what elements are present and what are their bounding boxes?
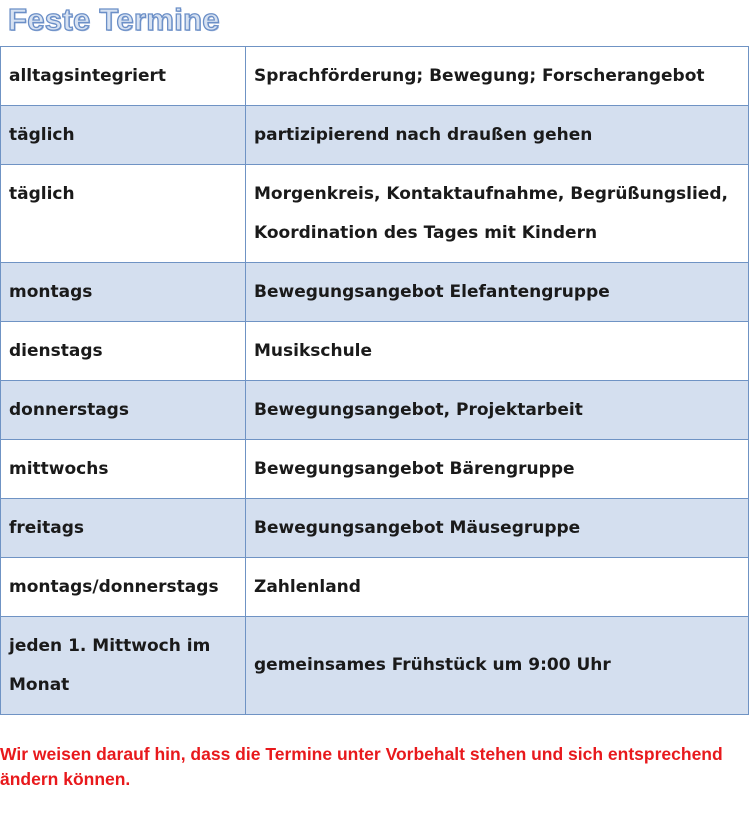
- schedule-table: [0, 46, 749, 715]
- schedule-when: montags: [1, 263, 246, 322]
- schedule-when: donnerstags: [1, 381, 246, 440]
- disclaimer-note: Wir weisen darauf hin, dass die Termine unter Vorbehalt stehen und sich entsprechend ändern können.: [0, 744, 723, 789]
- schedule-when: täglich: [1, 165, 246, 263]
- schedule-when: mittwochs: [1, 440, 246, 499]
- schedule-activity: gemeinsames Frühstück um 9:00 Uhr: [246, 617, 749, 715]
- schedule-activity: Bewegungsangebot Mäusegruppe: [246, 499, 749, 558]
- schedule-activity: Bewegungsangebot Bärengruppe: [246, 440, 749, 499]
- schedule-when: freitags: [1, 499, 246, 558]
- table-row: [1, 165, 749, 263]
- table-row: [1, 558, 749, 617]
- table-row: [1, 499, 749, 558]
- schedule-when: montags/donnerstags: [1, 558, 246, 617]
- table-row: [1, 263, 749, 322]
- schedule-activity: partizipierend nach draußen gehen: [246, 106, 749, 165]
- table-row: [1, 381, 749, 440]
- table-row: [1, 47, 749, 106]
- schedule-when: jeden 1. Mittwoch im Monat: [1, 617, 246, 715]
- table-row: [1, 106, 749, 165]
- schedule-when: täglich: [1, 106, 246, 165]
- table-row: [1, 322, 749, 381]
- schedule-when: dienstags: [1, 322, 246, 381]
- page-title: Feste Termine: [8, 2, 220, 37]
- schedule-activity: Morgenkreis, Kontaktaufnahme, Begrüßungslied, Koordination des Tages mit Kindern: [246, 165, 749, 263]
- schedule-when: alltagsintegriert: [1, 47, 246, 106]
- schedule-activity: Sprachförderung; Bewegung; Forscherangebot: [246, 47, 749, 106]
- table-row: [1, 440, 749, 499]
- table-row: [1, 617, 749, 715]
- schedule-activity: Musikschule: [246, 322, 749, 381]
- schedule-activity: Bewegungsangebot Elefantengruppe: [246, 263, 749, 322]
- schedule-activity: Zahlenland: [246, 558, 749, 617]
- schedule-activity: Bewegungsangebot, Projektarbeit: [246, 381, 749, 440]
